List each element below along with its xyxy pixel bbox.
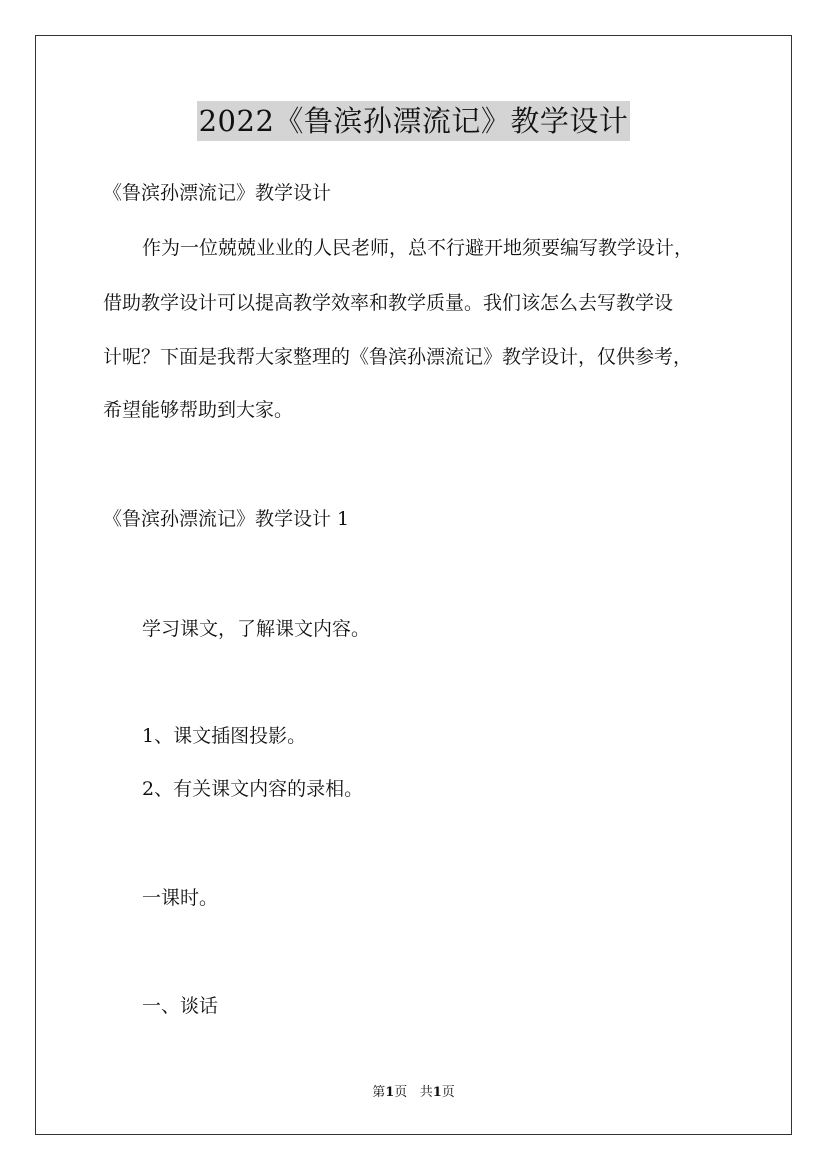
intro-line-4: 希望能够帮助到大家。 xyxy=(103,399,294,421)
footer-current-page: 1 xyxy=(385,1085,395,1100)
footer-page-suffix: 页 xyxy=(441,1085,455,1100)
page-footer xyxy=(0,1084,827,1102)
title-container xyxy=(0,101,827,141)
section-heading: 《鲁滨孙漂流记》教学设计 1 xyxy=(103,508,350,530)
footer-total-pages: 1 xyxy=(432,1085,442,1100)
preparation-item-2: 2、有关课文内容的录相。 xyxy=(142,778,364,800)
document-title: 2022《鲁滨孙漂流记》教学设计 xyxy=(197,101,631,141)
document-subtitle: 《鲁滨孙漂流记》教学设计 xyxy=(103,182,332,204)
intro-line-3: 计呢？下面是我帮大家整理的《鲁滨孙漂流记》教学设计，仅供参考， xyxy=(103,346,693,368)
step-1-heading: 一、谈话 xyxy=(142,995,219,1017)
lesson-duration: 一课时。 xyxy=(142,887,219,909)
preparation-item-1: 1、课文插图投影。 xyxy=(142,725,307,747)
footer-page-mid: 页 共 xyxy=(394,1085,433,1100)
footer-page-prefix: 第 xyxy=(372,1085,386,1100)
intro-line-2: 借助教学设计可以提高教学效率和教学质量。我们该怎么去写教学设 xyxy=(103,292,674,314)
teaching-goal: 学习课文，了解课文内容。 xyxy=(142,618,371,640)
intro-line-1: 作为一位兢兢业业的人民老师，总不行避开地须要编写教学设计， xyxy=(142,237,694,259)
